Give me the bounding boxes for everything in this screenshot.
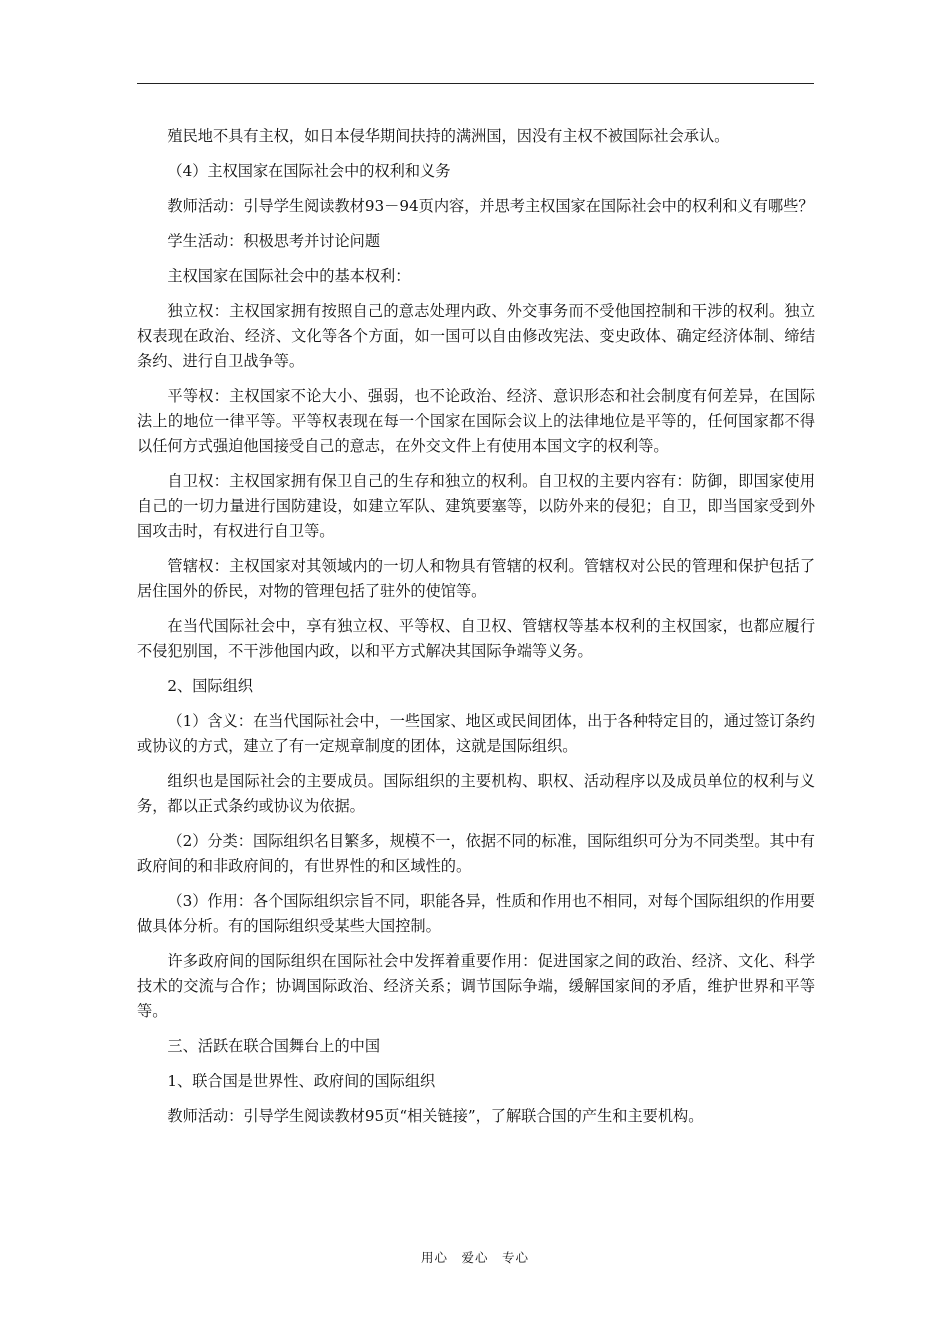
paragraph: 1、联合国是世界性、政府间的国际组织 <box>167 1072 436 1090</box>
paragraph: 三、活跃在联合国舞台上的中国 <box>167 1037 381 1055</box>
paragraph: 学生活动：积极思考并讨论问题 <box>167 232 381 250</box>
paragraph: 2、国际组织 <box>167 677 253 695</box>
paragraph: 教师活动：引导学生阅读教材93－94页内容，并思考主权国家在国际社会中的权利和义有哪些？ <box>167 197 814 215</box>
paragraph: 管辖权：主权国家对其领域内的一切人和物具有管辖的权利。管辖权对公民的管理和保护包括了居住国外的侨民，对物的管理包括了驻外的使馆等。 <box>137 557 815 600</box>
paragraph: （2）分类：国际组织名目繁多，规模不一，依据不同的标准，国际组织可分为不同类型。其中有政府间的和非政府间的，有世界性的和区域性的。 <box>137 832 815 875</box>
paragraph: 独立权：主权国家拥有按照自己的意志处理内政、外交事务而不受他国控制和干涉的权利。独立权表现在政治、经济、文化等各个方面，如一国可以自由修改宪法、变史政体、确定经济体制、缔结条约、进行自卫战争等。 <box>137 302 815 370</box>
paragraph: 教师活动：引导学生阅读教材95页“相关链接”，了解联合国的产生和主要机构。 <box>167 1107 704 1125</box>
paragraph: （3）作用：各个国际组织宗旨不同，职能各异，性质和作用也不相同，对每个国际组织的作用要做具体分析。有的国际组织受某些大国控制。 <box>137 892 815 935</box>
header-rule <box>137 83 814 84</box>
paragraph: （4）主权国家在国际社会中的权利和义务 <box>167 162 451 180</box>
paragraph: 主权国家在国际社会中的基本权利： <box>167 267 411 285</box>
paragraph: （1）含义：在当代国际社会中，一些国家、地区或民间团体，出于各种特定目的，通过签订条约或协议的方式，建立了有一定规章制度的团体，这就是国际组织。 <box>137 712 815 755</box>
paragraph: 平等权：主权国家不论大小、强弱，也不论政治、经济、意识形态和社会制度有何差异，在国际法上的地位一律平等。平等权表现在每一个国家在国际会议上的法律地位是平等的，任何国家都不得以任何方式强迫他国接受自己的意志，在外交文件上有使用本国文字的权利等。 <box>137 387 815 455</box>
paragraph: 殖民地不具有主权，如日本侵华期间扶持的满洲国，因没有主权不被国际社会承认。 <box>167 127 730 145</box>
paragraph: 许多政府间的国际组织在国际社会中发挥着重要作用：促进国家之间的政治、经济、文化、科学技术的交流与合作；协调国际政治、经济关系；调节国际争端，缓解国家间的矛盾，维护世界和平等等。 <box>137 952 815 1020</box>
page-footer: 用心 爱心 专心 <box>420 1250 529 1265</box>
paragraph: 组织也是国际社会的主要成员。国际组织的主要机构、职权、活动程序以及成员单位的权利与义务，都以正式条约或协议为依据。 <box>137 772 815 815</box>
document-body <box>137 124 815 1139</box>
paragraph: 自卫权：主权国家拥有保卫自己的生存和独立的权利。自卫权的主要内容有：防御，即国家使用自己的一切力量进行国防建设，如建立军队、建筑要塞等，以防外来的侵犯；自卫，即当国家受到外国攻击时，有权进行自卫等。 <box>137 472 815 540</box>
paragraph: 在当代国际社会中，享有独立权、平等权、自卫权、管辖权等基本权利的主权国家，也都应履行不侵犯别国，不干涉他国内政，以和平方式解决其国际争端等义务。 <box>137 617 815 660</box>
